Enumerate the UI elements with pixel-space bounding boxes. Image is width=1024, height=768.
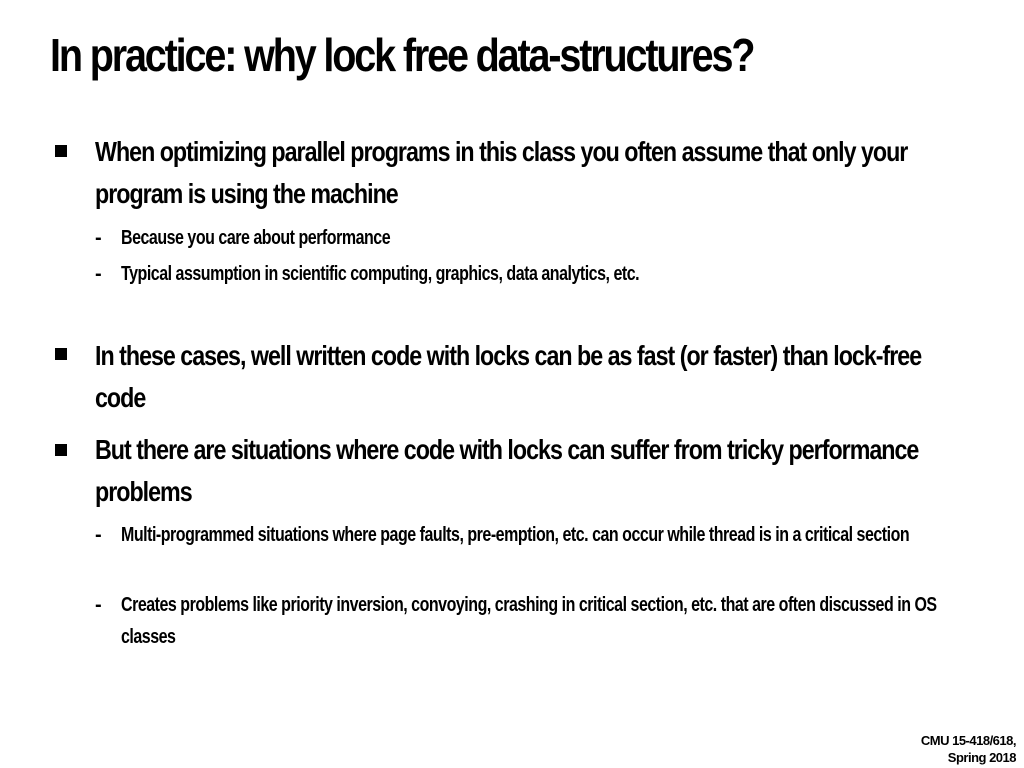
course-label: CMU 15-418/618, xyxy=(920,733,1016,748)
sub-bullet-text-1-1: Because you care about performance xyxy=(121,227,391,249)
dash-icon: - xyxy=(95,227,102,249)
bullet-square-icon xyxy=(55,145,67,157)
sub-bullet-text-3-1: Multi-programmed situations where page faults, pre-emption, etc. can occur while thread is in a critical section xyxy=(121,524,910,546)
dash-icon: - xyxy=(95,263,102,285)
sub-bullet-text-1-2: Typical assumption in scientific computing, graphics, data analytics, etc. xyxy=(121,263,640,285)
bullet-text-2: In these cases, well written code with locks can be as fast (or faster) than lock-free code xyxy=(95,340,922,413)
bullet-text-1: When optimizing parallel programs in this class you often assume that only your program is using the machine xyxy=(95,136,908,209)
bullet-square-icon xyxy=(55,444,67,456)
term-label: Spring 2018 xyxy=(947,750,1016,765)
slide-title: In practice: why lock free data-structures? xyxy=(50,29,754,81)
slide-footer xyxy=(921,732,1016,766)
dash-icon: - xyxy=(95,524,102,546)
dash-icon: - xyxy=(95,594,102,616)
bullet-square-icon xyxy=(55,348,67,360)
bullet-text-3: But there are situations where code with locks can suffer from tricky performance problems xyxy=(95,434,919,507)
sub-bullet-text-3-2: Creates problems like priority inversion, convoying, crashing in critical section, etc. that are often discussed in OS classes xyxy=(121,594,937,648)
